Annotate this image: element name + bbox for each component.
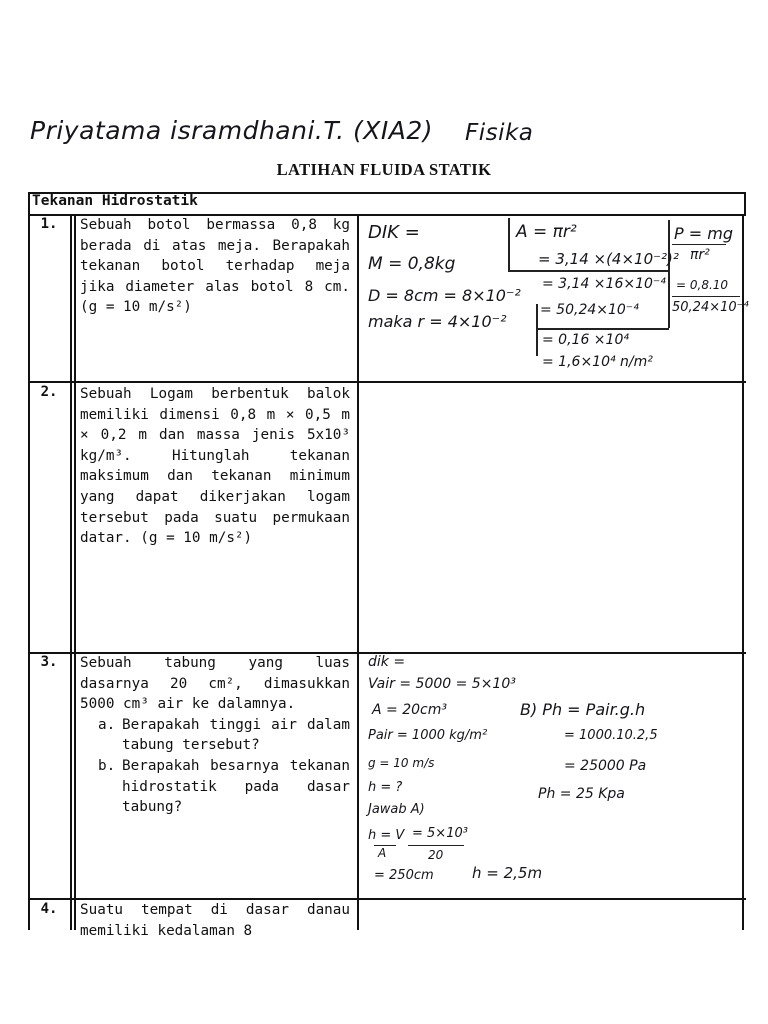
question-text: Sebuah tabung yang luas dasarnya 20 cm², dimasukkan 5000 cm³ air ke dalamnya. (80, 655, 350, 713)
box-line (536, 328, 669, 330)
answer-line: Vair = 5000 = 5×10³ (368, 676, 516, 692)
fraction-bar (408, 845, 464, 846)
answer-line: M = 0,8kg (368, 254, 456, 274)
answer-line: maka r = 4×10⁻² (368, 312, 507, 331)
answer-3-handwriting (360, 654, 742, 898)
table-border-left (28, 192, 30, 930)
fraction-bar (672, 296, 740, 297)
fraction-bar (672, 244, 726, 245)
answer-line: = 0,16 ×10⁴ (542, 332, 629, 348)
answer-line: A = πr² (516, 222, 577, 242)
question-block (80, 653, 350, 818)
answer-line: g = 10 m/s (368, 756, 435, 770)
answer-line: 20 (428, 848, 444, 862)
answer-line: A (378, 846, 387, 860)
answer-line: Pair = 1000 kg/m² (368, 728, 488, 743)
row-divider (28, 381, 746, 383)
box-line (508, 218, 510, 270)
student-name: Priyatama isramdhani.T. (XIA2) (30, 116, 434, 145)
answer-line: D = 8cm = 8×10⁻² (368, 286, 521, 305)
answer-line: = 250cm (374, 868, 434, 883)
question-number: 2. (40, 384, 58, 400)
answer-line: = 50,24×10⁻⁴ (540, 302, 639, 318)
answer-line: = 0,8.10 (676, 278, 729, 292)
answer-line: = 1,6×10⁴ n/m² (542, 354, 653, 370)
sub-question (80, 715, 350, 756)
sub-question-label: a. (98, 716, 116, 733)
answer-line: A = 20cm³ (372, 702, 447, 718)
answer-line: P = mg (674, 224, 733, 243)
answer-line: = 25000 Pa (564, 758, 647, 774)
question-text: Sebuah Logam berbentuk balok memiliki dimensi 0,8 m × 0,5 m × 0,2 m dan massa jenis 5x10³ kg/m³. Hitunglah tekanan maksimum dan tekanan minimum yang dapat dikerjakan logam tersebut pada suatu permukaan datar. (g = 10 m/s²) (80, 386, 350, 547)
answer-line: Ph = 25 Kpa (538, 786, 625, 802)
answer-line: = 1000.10.2,5 (564, 728, 658, 743)
answer-line: h = 2,5m (472, 864, 543, 882)
question-number: 1. (40, 216, 58, 232)
answer-line: 50,24×10⁻⁴ (672, 300, 749, 315)
answer-line: h = V (368, 828, 405, 843)
question-table (28, 192, 749, 939)
answer-line: Jawab A) (368, 802, 425, 817)
box-line (536, 304, 538, 356)
number-column-divider (70, 214, 72, 930)
sub-question-label: b. (98, 757, 116, 774)
sub-question (80, 756, 350, 818)
worksheet-title: LATIHAN FLUIDA STATIK (276, 160, 492, 179)
answer-line: = 3,14 ×16×10⁻⁴ (542, 276, 666, 292)
answer-line: = 3,14 ×(4×10⁻²)² (538, 250, 679, 268)
answer-line: B) Ph = Pair.g.h (520, 700, 646, 719)
table-border-right (742, 214, 744, 930)
question-text: Sebuah botol bermassa 0,8 kg berada di atas meja. Berapakah tekanan botol terhadap meja jika diameter alas botol 8 cm. (g = 10 m/s²) (80, 217, 350, 316)
subject-label: Fisika (465, 120, 534, 146)
sub-question-text: Berapakah besarnya tekanan hidrostatik pada dasar tabung? (122, 757, 350, 816)
answer-line: πr² (690, 247, 710, 263)
box-line (508, 270, 668, 272)
number-column-divider-double (74, 214, 76, 930)
answer-line: h = ? (368, 780, 403, 795)
box-line (668, 220, 670, 328)
answer-line: dik = (368, 654, 406, 670)
question-number: 4. (40, 901, 58, 917)
sub-question-list (80, 715, 350, 818)
answer-line: DIK = (368, 222, 420, 243)
question-text: Suatu tempat di dasar danau memiliki kedalaman 8 (80, 902, 350, 939)
sub-question-text: Berapakah tinggi air dalam tabung tersebut? (122, 716, 350, 754)
table-border-right-header (744, 192, 746, 214)
question-number: 3. (40, 654, 58, 670)
answer-1-handwriting (360, 216, 749, 381)
section-heading: Tekanan Hidrostatik (32, 193, 198, 209)
answer-column-divider (357, 214, 359, 930)
answer-line: = 5×10³ (412, 826, 468, 841)
